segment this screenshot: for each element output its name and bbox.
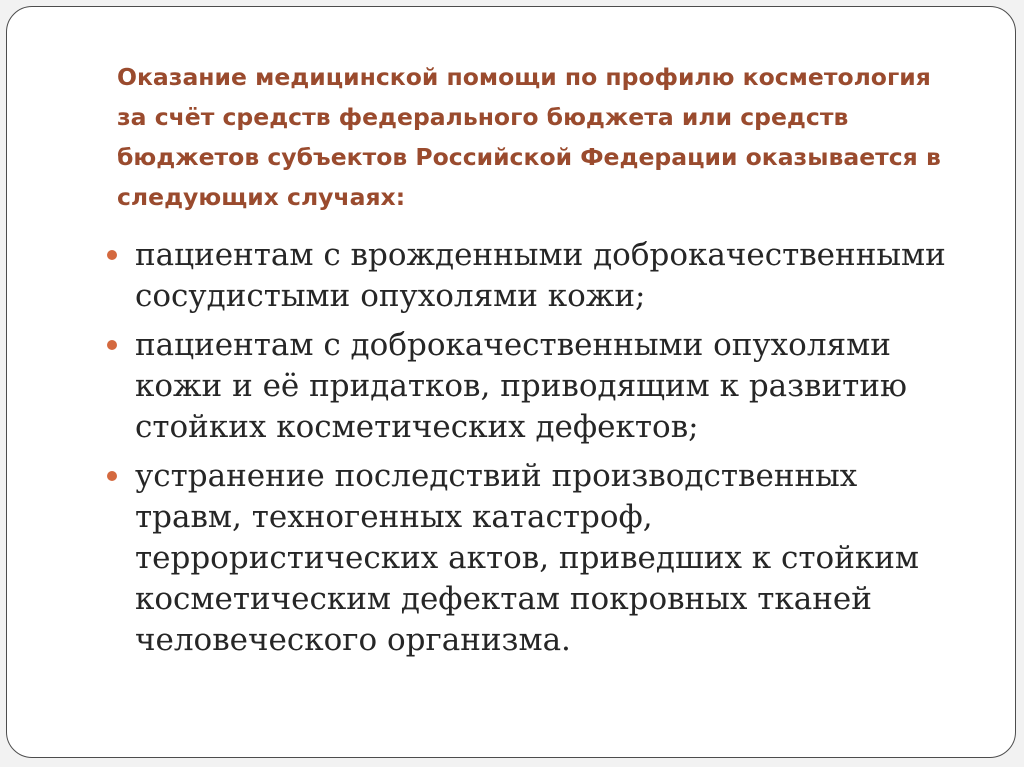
bullet-dot-icon xyxy=(107,340,117,350)
bullet-list xyxy=(101,235,961,669)
list-item xyxy=(101,325,961,448)
bullet-text: пациентам с врожденными доброкачественными сосудистыми опухолями кожи; xyxy=(135,237,946,314)
bullet-text: пациентам с доброкачественными опухолями кожи и её придатков, приводящим к развитию стойких косметических дефектов; xyxy=(135,327,907,445)
bullet-dot-icon xyxy=(107,471,117,481)
bullet-dot-icon xyxy=(107,250,117,260)
slide-title: Оказание медицинской помощи по профилю косметология за счёт средств федерального бюджета или средств бюджетов субъектов Российской Федерации оказывается в следующих случаях: xyxy=(117,63,941,211)
list-item xyxy=(101,456,961,661)
bullet-text: устранение последствий производственных травм, техногенных катастроф, террористических актов, приведших к стойким косметическим дефектам покровных тканей человеческого организма. xyxy=(135,458,920,658)
list-item xyxy=(101,235,961,317)
slide-frame xyxy=(6,6,1016,758)
